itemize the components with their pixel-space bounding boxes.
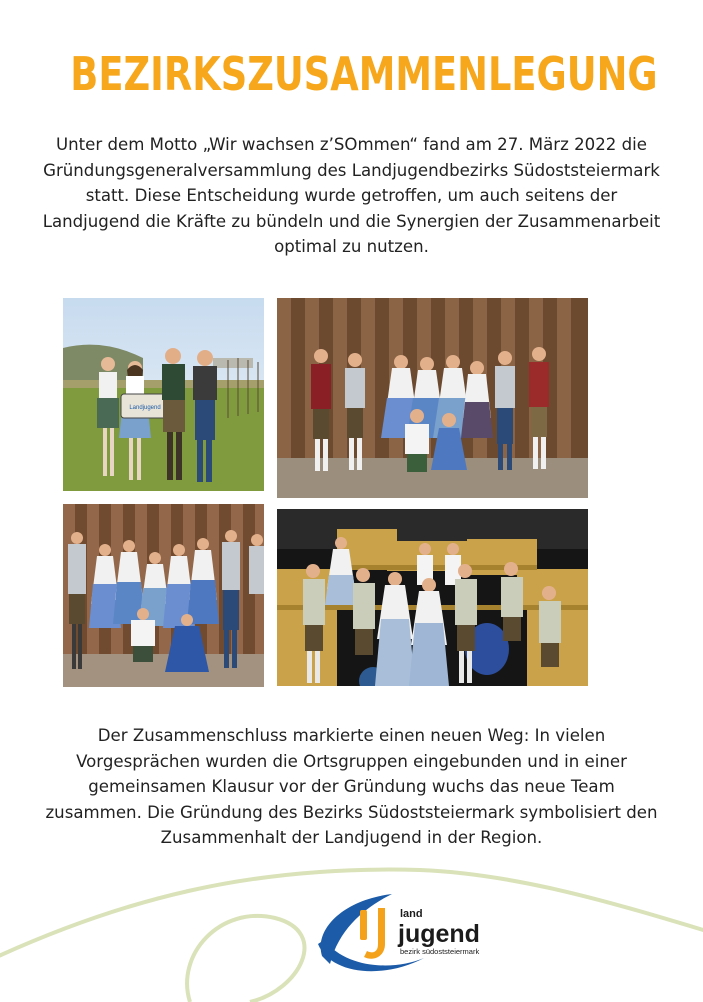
page-title: BEZIRKSZUSAMMENLEGUNG — [70, 47, 658, 101]
logo-word-jugend: jugend — [398, 920, 480, 948]
photo-group-wooden-wall-2 — [63, 504, 264, 687]
photo-group-with-sign — [63, 298, 264, 491]
photo-sign-text: Landjugend — [129, 405, 161, 411]
logo-word-land: land — [400, 908, 423, 920]
logo-subtitle: bezirk südoststeiermark — [400, 947, 480, 956]
landjugend-logo — [312, 884, 492, 980]
photo-group-wooden-wall — [277, 298, 588, 498]
closing-paragraph: Der Zusammenschluss markierte einen neuen Weg: In vielen Vorgesprächen wurden die Ortsgruppen eingebunden und in einer gemeinsamen Klausur vor der Gründung wuchs das neue Team zusammen. Die Gründung des Bezirks Südoststeiermark symbolisiert den Zusammenhalt der Landjugend in der Region. — [45, 726, 658, 848]
intro-paragraph: Unter dem Motto „Wir wachsen z’SOmmen“ fand am 27. März 2022 die Gründungsgeneralversammlung des Landjugendbezirks Südoststeiermark statt. Diese Entscheidung wurde getroffen, um auch seitens der Landjugend die Kräfte zu bündeln und die Synergien der Zusammenarbeit optimal zu nutzen. — [42, 135, 661, 257]
photo-group-stage-hay — [277, 509, 588, 686]
